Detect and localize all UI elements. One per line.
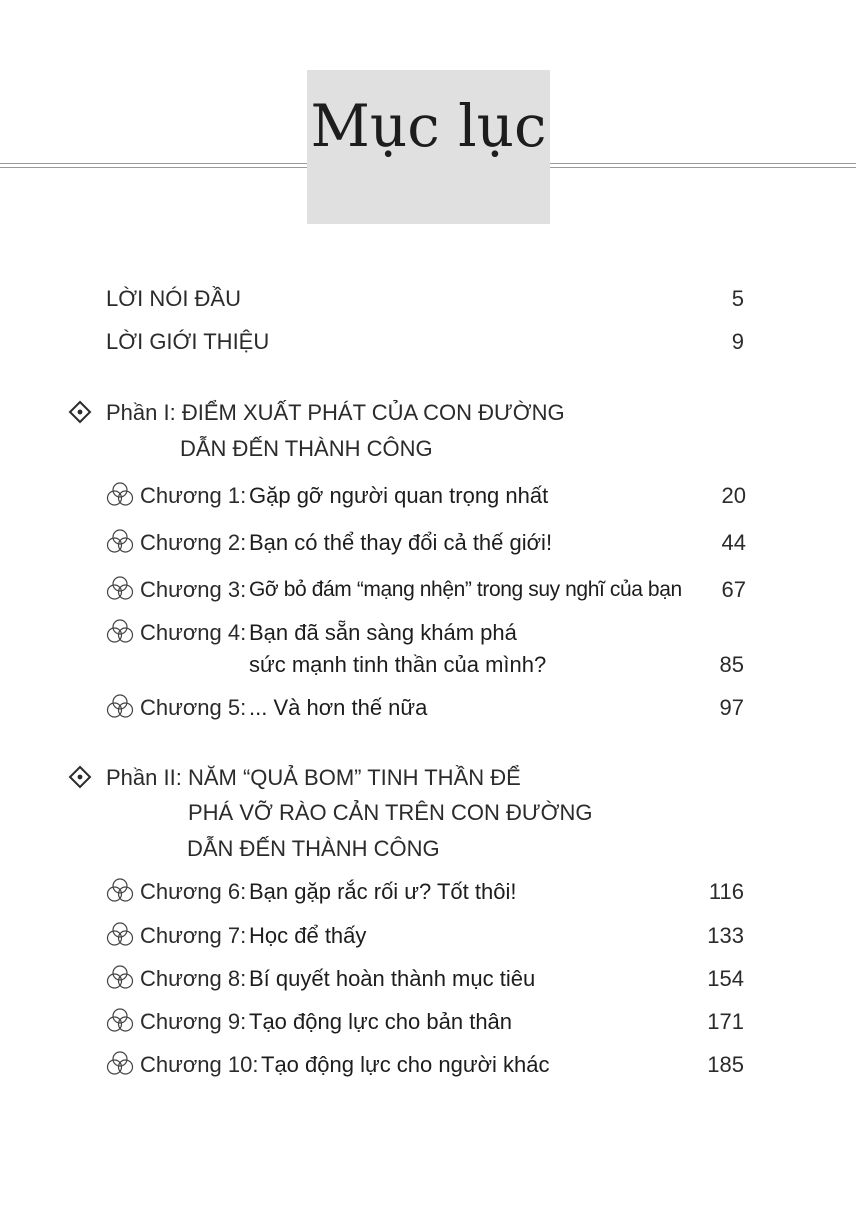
triple-circle-icon [105, 693, 135, 719]
front-matter-label: LỜI NÓI ĐẦU [106, 286, 241, 311]
triple-circle-icon [105, 921, 135, 947]
part-heading-line: DẪN ĐẾN THÀNH CÔNG [187, 836, 440, 861]
part-heading-line: PHÁ VỠ RÀO CẢN TRÊN CON ĐƯỜNG [188, 800, 593, 825]
chapter-title: Tạo động lực cho bản thân [249, 1009, 513, 1034]
front-matter-label: LỜI GIỚI THIỆU [106, 329, 270, 354]
triple-circle-icon [105, 1050, 135, 1076]
chapter-page: 116 [708, 879, 744, 904]
chapter-label: Chương 3: [140, 577, 247, 602]
chapter-page: 44 [721, 530, 746, 555]
triple-circle-icon [105, 528, 135, 554]
chapter-title: Bạn gặp rắc rối ư? Tốt thôi! [249, 879, 517, 904]
chapter-page: 97 [719, 695, 744, 720]
chapter-page: 67 [721, 577, 746, 602]
diamond-dot-icon [68, 400, 92, 424]
part-heading-line: Phần II: NĂM “QUẢ BOM” TINH THẦN ĐỂ [106, 765, 521, 790]
chapter-page: 20 [721, 483, 746, 508]
chapter-label: Chương 5: [140, 695, 247, 720]
chapter-label: Chương 7: [140, 923, 247, 948]
chapter-page: 85 [719, 652, 744, 677]
triple-circle-icon [105, 1007, 135, 1033]
chapter-title: Bạn đã sẵn sàng khám phá [249, 620, 517, 645]
chapter-label: Chương 8: [140, 966, 247, 991]
chapter-page: 171 [707, 1009, 744, 1034]
chapter-page: 185 [707, 1052, 744, 1077]
chapter-title: Tạo động lực cho người khác [261, 1052, 550, 1077]
triple-circle-icon [105, 964, 135, 990]
chapter-title: ... Và hơn thế nữa [249, 695, 428, 720]
chapter-title-continued: sức mạnh tinh thần của mình? [249, 652, 547, 677]
triple-circle-icon [105, 877, 135, 903]
front-matter-page: 5 [731, 286, 744, 311]
triple-circle-icon [105, 618, 135, 644]
chapter-title: Học để thấy [249, 923, 367, 948]
chapter-title: Bí quyết hoàn thành mục tiêu [249, 966, 536, 991]
chapter-label: Chương 6: [140, 879, 247, 904]
chapter-label: Chương 10: [140, 1052, 259, 1077]
chapter-label: Chương 2: [140, 530, 247, 555]
part-heading-line: Phần I: ĐIỂM XUẤT PHÁT CỦA CON ĐƯỜNG [106, 400, 565, 425]
triple-circle-icon [105, 481, 135, 507]
chapter-page: 154 [707, 966, 744, 991]
chapter-label: Chương 4: [140, 620, 247, 645]
triple-circle-icon [105, 575, 135, 601]
part-heading-line: DẪN ĐẾN THÀNH CÔNG [180, 436, 433, 461]
chapter-title: Gặp gỡ người quan trọng nhất [249, 483, 549, 508]
chapter-label: Chương 9: [140, 1009, 247, 1034]
chapter-page: 133 [707, 923, 744, 948]
chapter-title: Bạn có thể thay đổi cả thế giới! [249, 530, 553, 555]
front-matter-page: 9 [731, 329, 744, 354]
diamond-dot-icon [68, 765, 92, 789]
chapter-label: Chương 1: [140, 483, 247, 508]
chapter-title: Gỡ bỏ đám “mạng nhện” trong suy nghĩ của bạn [249, 578, 682, 601]
page-title: Mục lục [310, 92, 547, 160]
